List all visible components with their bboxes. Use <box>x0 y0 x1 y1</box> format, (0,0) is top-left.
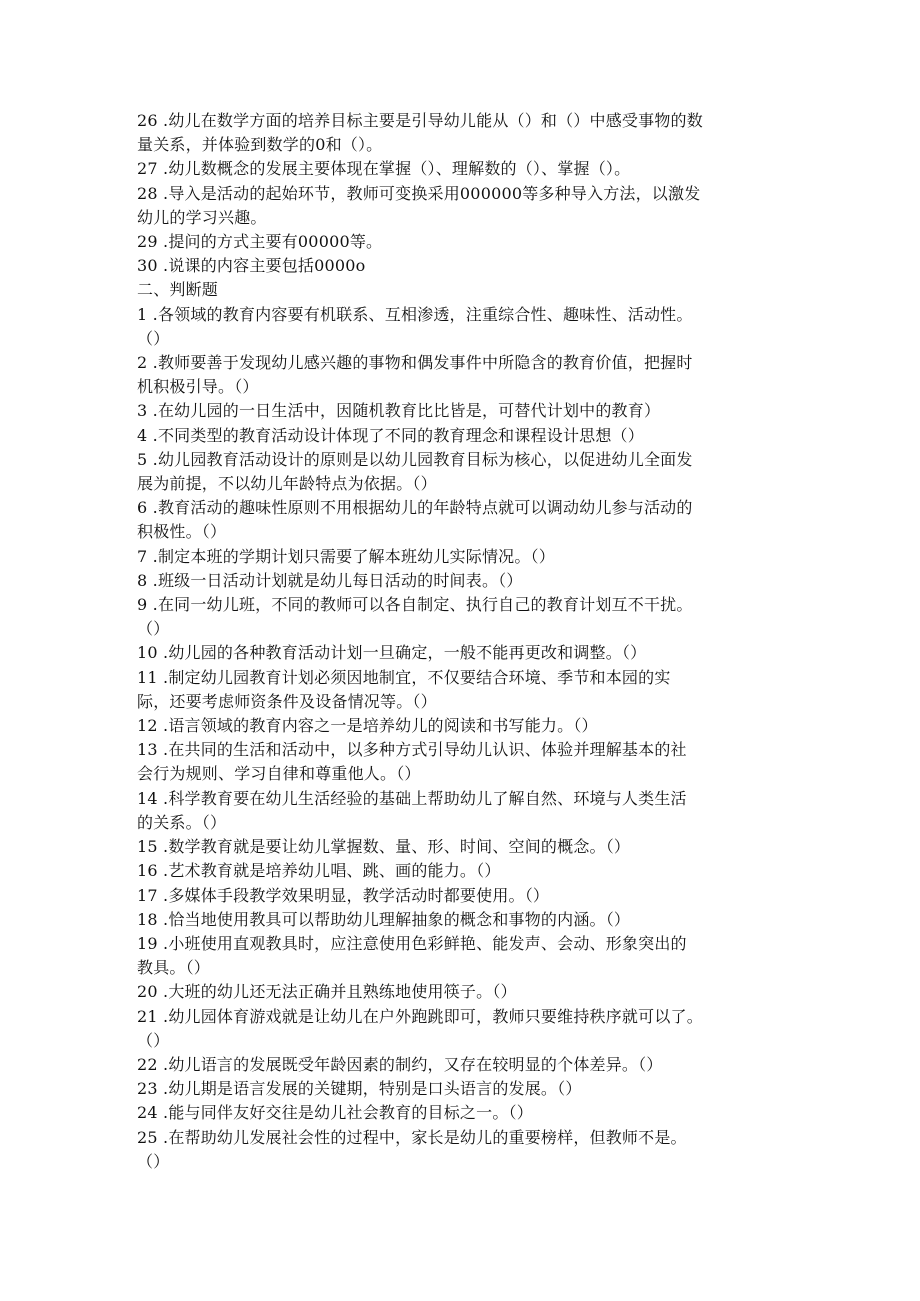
text-line: 教具。（） <box>137 958 211 978</box>
text-line: 量关系，并体验到数学的0和（）。 <box>137 135 383 155</box>
text-line: 25 .在帮助幼儿发展社会性的过程中，家长是幼儿的重要榜样，但教师不是。 <box>137 1127 687 1147</box>
text-line: 16 .艺术教育就是培养幼儿唱、跳、画的能力。（） <box>137 861 501 881</box>
text-line: 13 .在共同的生活和活动中，以多种方式引导幼儿认识、体验并理解基本的社 <box>137 740 687 760</box>
text-line: 22 .幼儿语言的发展既受年龄因素的制约，又存在较明显的个体差异。（） <box>137 1054 663 1074</box>
text-line: 30 .说课的内容主要包括0000o <box>137 256 366 276</box>
text-line: （） <box>137 1151 170 1171</box>
text-line: 12 .语言领域的教育内容之一是培养幼儿的阅读和书写能力。（） <box>137 716 598 736</box>
text-line: 8 .班级一日活动计划就是幼儿每日活动的时间表。（） <box>137 570 523 590</box>
text-line: 27 .幼儿数概念的发展主要体现在掌握（）、理解数的（）、掌握（）。 <box>137 159 631 179</box>
text-line: （） <box>137 619 170 639</box>
text-line: 19 .小班使用直观教具时，应注意使用色彩鲜艳、能发声、会动、形象突出的 <box>137 933 687 953</box>
text-line: 10 .幼儿园的各种教育活动计划一旦确定，一般不能再更改和调整。（） <box>137 643 647 663</box>
text-line: 幼儿的学习兴趣。 <box>137 207 267 227</box>
text-line: 9 .在同一幼儿班，不同的教师可以各自制定、执行自己的教育计划互不干扰。 <box>137 595 693 615</box>
text-line: 18 .恰当地使用教具可以帮助幼儿理解抽象的概念和事物的内涵。（） <box>137 909 631 929</box>
text-line: 14 .科学教育要在幼儿生活经验的基础上帮助幼儿了解自然、环境与人类生活 <box>137 788 687 808</box>
text-line: 积极性。（） <box>137 522 227 542</box>
text-line: 的关系。（） <box>137 812 227 832</box>
text-line: 3 .在幼儿园的一日生活中，因随机教育比比皆是，可替代计划中的教育） <box>137 401 661 421</box>
document-page <box>137 109 802 1174</box>
text-line: 23 .幼儿期是语言发展的关键期，特别是口头语言的发展。（） <box>137 1079 582 1099</box>
text-line: 24 .能与同伴友好交往是幼儿社会教育的目标之一。（） <box>137 1103 533 1123</box>
text-line: 6 .教育活动的趣味性原则不用根据幼儿的年龄特点就可以调动幼儿参与活动的 <box>137 498 693 518</box>
text-line: 17 .多媒体手段教学效果明显，教学活动时都要使用。（） <box>137 885 550 905</box>
text-line: 15 .数学教育就是要让幼儿掌握数、量、形、时间、空间的概念。（） <box>137 837 631 857</box>
text-line: 11 .制定幼儿园教育计划必须因地制宜，不仅要结合环境、季节和本园的实 <box>137 667 671 687</box>
text-line: 2 .教师要善于发现幼儿感兴趣的事物和偶发事件中所隐含的教育价值，把握时 <box>137 353 693 373</box>
text-line: （） <box>137 1030 170 1050</box>
text-line: 会行为规则、学习自律和尊重他人。（） <box>137 764 421 784</box>
text-line: 5 .幼儿园教育活动设计的原则是以幼儿园教育目标为核心，以促进幼儿全面发 <box>137 449 693 469</box>
text-line: 4 .不同类型的教育活动设计体现了不同的教育理念和课程设计思想（） <box>137 425 644 445</box>
text-line: 21 .幼儿园体育游戏就是让幼儿在户外跑跳即可，教师只要维持秩序就可以了。 <box>137 1006 703 1026</box>
text-line: （） <box>137 328 170 348</box>
text-line: 1 .各领域的教育内容要有机联系、互相渗透，注重综合性、趣味性、活动性。 <box>137 304 693 324</box>
text-line: 29 .提问的方式主要有00000等。 <box>137 232 383 252</box>
text-line: 际，还要考虑师资条件及设备情况等。（） <box>137 691 437 711</box>
text-line: 28 .导入是活动的起始环节，教师可变换采用000000等多种导入方法，以激发 <box>137 183 701 203</box>
text-line: 二、判断题 <box>137 280 219 300</box>
text-line: 展为前提，不以幼儿年龄特点为依据。（） <box>137 474 437 494</box>
text-line: 20 .大班的幼儿还无法正确并且熟练地使用筷子。（） <box>137 982 517 1002</box>
text-line: 机积极引导。（） <box>137 377 259 397</box>
text-line: 26 .幼儿在数学方面的培养目标主要是引导幼儿能从（）和（）中感受事物的数 <box>137 111 703 130</box>
text-line: 7 .制定本班的学期计划只需要了解本班幼儿实际情况。（） <box>137 546 555 566</box>
